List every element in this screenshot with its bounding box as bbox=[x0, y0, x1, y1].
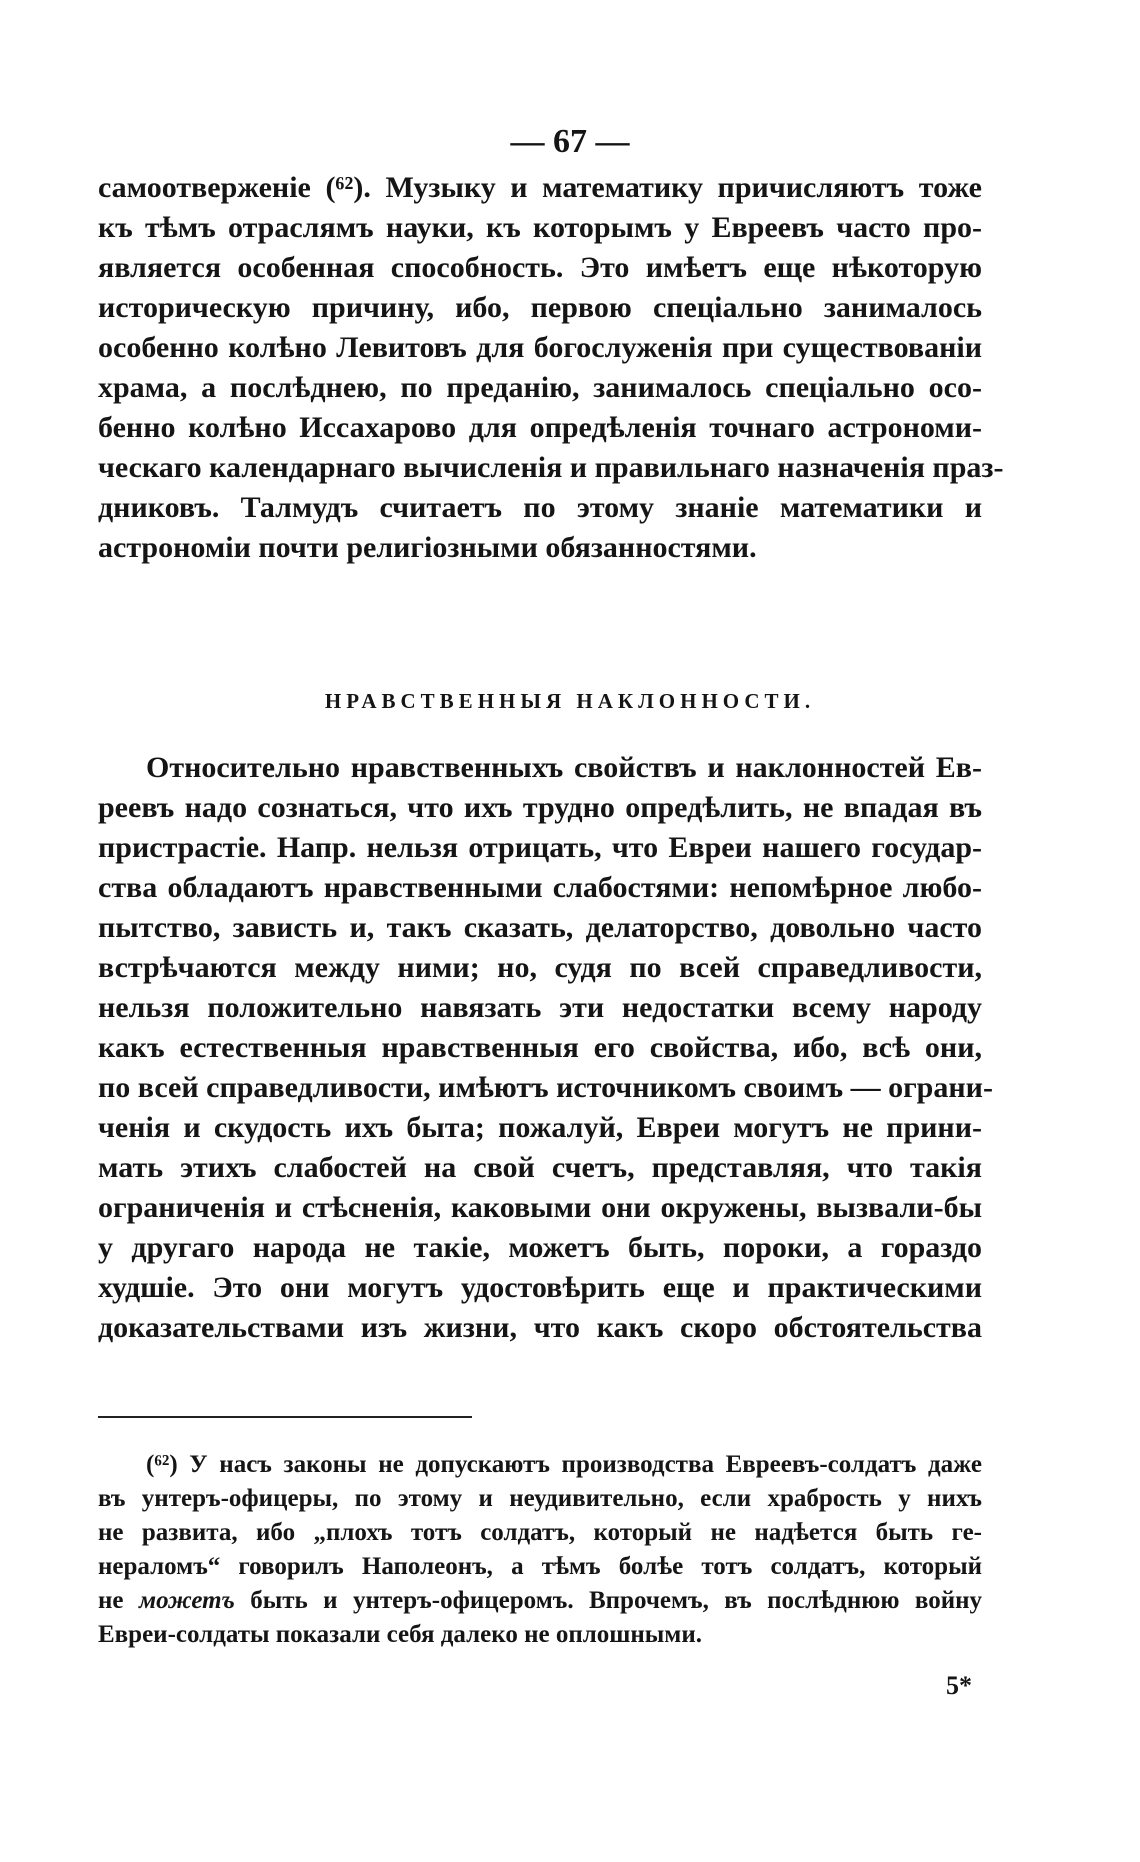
text-line: самоотверженіе (⁶²). Музыку и математику причисляютъ тоже bbox=[98, 171, 982, 204]
footnote-text: не bbox=[98, 1587, 124, 1614]
footnote-line bbox=[146, 1448, 982, 1481]
footnote-line: не развита, ибо „плохъ тотъ солдатъ, который не надѣется быть ге- bbox=[98, 1519, 982, 1546]
text-line: историческую причину, ибо, первою спеціально занималось bbox=[98, 291, 982, 324]
text-line: храма, а послѣднею, по преданію, занималось спеціально осо- bbox=[98, 371, 982, 404]
section-heading: НРАВСТВЕННЫЯ НАКЛОННОСТИ. bbox=[324, 689, 816, 713]
text-line: особенно колѣно Левитовъ для богослуженія при существованіи bbox=[98, 331, 982, 364]
footnote-line: въ унтеръ-офицеры, по этому и неудивительно, если храбрость у нихъ bbox=[98, 1485, 982, 1512]
footnote-italic-word: можетъ bbox=[138, 1587, 235, 1614]
text-line: мать этихъ слабостей на свой счетъ, представляя, что такія bbox=[98, 1151, 982, 1184]
text-line: ченія и скудость ихъ быта; пожалуй, Евреи могутъ не прини- bbox=[98, 1111, 982, 1144]
footnote-line: Евреи-солдаты показали себя далеко не оплошными. bbox=[98, 1621, 702, 1648]
text-line: Относительно нравственныхъ свойствъ и наклонностей Ев- bbox=[146, 751, 982, 784]
text-line: нельзя положительно навязать эти недостатки всему народу bbox=[98, 991, 982, 1024]
footnote-line: нераломъ“ говорилъ Наполеонъ, а тѣмъ болѣе тотъ солдатъ, который bbox=[98, 1553, 982, 1580]
text-line: ства обладаютъ нравственными слабостями: непомѣрное любо- bbox=[98, 871, 982, 904]
text-line: дниковъ. Талмудъ считаетъ по этому знаніе математики и bbox=[98, 491, 982, 524]
text-line: пытство, зависть и, такъ сказать, делаторство, довольно часто bbox=[98, 911, 982, 944]
text-line: астрономіи почти религіозными обязанностями. bbox=[98, 531, 757, 564]
text-line: къ тѣмъ отраслямъ науки, къ которымъ у Евреевъ часто про- bbox=[98, 211, 982, 244]
footnote-marker: (⁶²) bbox=[146, 1451, 178, 1478]
text-line: ческаго календарнаго вычисленія и правильнаго назначенія праз- bbox=[98, 451, 1004, 484]
text-line: худшіе. Это они могутъ удостовѣрить еще и практическими bbox=[98, 1271, 982, 1304]
text-line: пристрастіе. Напр. нельзя отрицать, что Евреи нашего государ- bbox=[98, 831, 982, 864]
footnote-line bbox=[98, 1584, 982, 1617]
text-line: по всей справедливости, имѣютъ источникомъ своимъ — ограни- bbox=[98, 1071, 993, 1104]
signature-mark: 5* bbox=[946, 1671, 972, 1700]
footnote-text: быть и унтеръ-офицеромъ. Впрочемъ, въ послѣднюю войну bbox=[250, 1587, 982, 1614]
text-line: встрѣчаются между ними; но, судя по всей справедливости, bbox=[98, 951, 982, 984]
text-line: является особенная способность. Это имѣетъ еще нѣкоторую bbox=[98, 251, 982, 284]
text-line: доказательствами изъ жизни, что какъ скоро обстоятельства bbox=[98, 1311, 982, 1344]
text-line: какъ естественныя нравственныя его свойства, ибо, всѣ они, bbox=[98, 1031, 982, 1064]
text-line: реевъ надо сознаться, что ихъ трудно опредѣлить, не впадая въ bbox=[98, 791, 982, 824]
text-line: бенно колѣно Иссахарово для опредѣленія точнаго астрономи- bbox=[98, 411, 982, 444]
text-line: ограниченія и стѣсненія, каковыми они окружены, вызвали-бы bbox=[98, 1191, 982, 1224]
footnote-divider bbox=[98, 1416, 472, 1418]
footnote-text: У насъ законы не допускаютъ производства Евреевъ-солдатъ даже bbox=[189, 1451, 982, 1478]
page-number: — 67 — bbox=[510, 123, 630, 160]
text-line: у другаго народа не такіе, можетъ быть, пороки, а гораздо bbox=[98, 1231, 982, 1264]
